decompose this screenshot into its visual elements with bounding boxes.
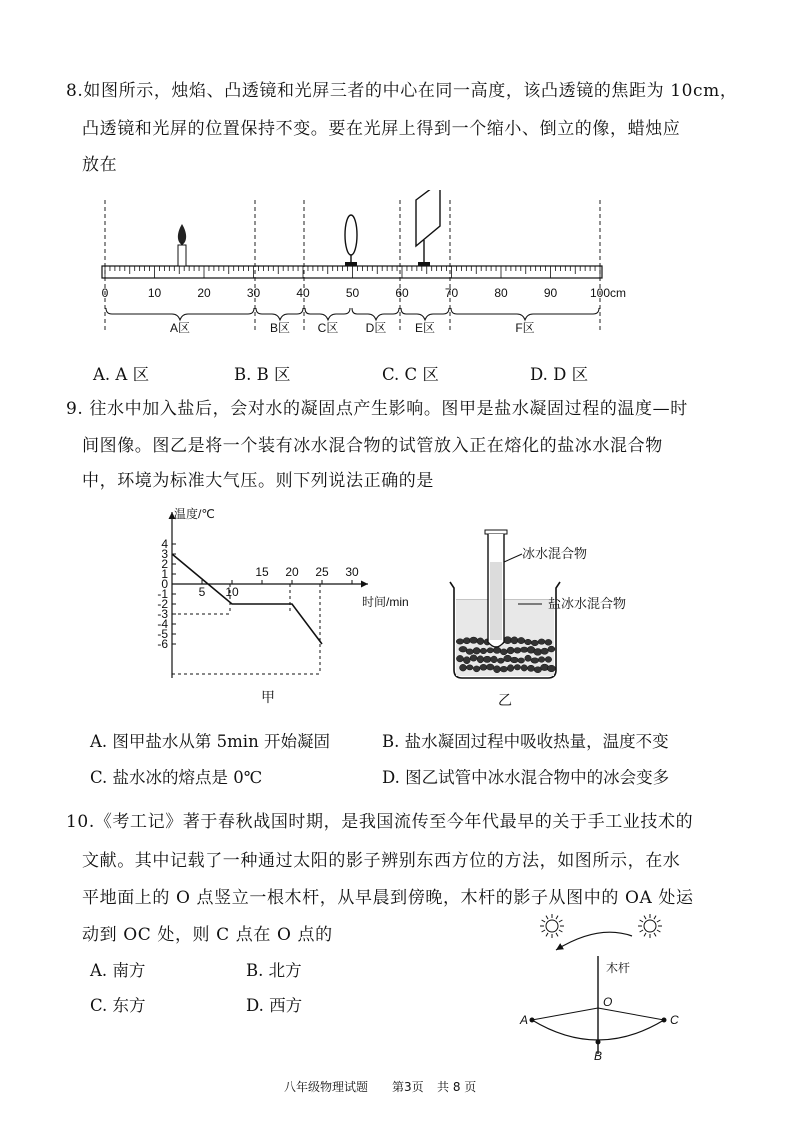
ruler-unit-label: cm bbox=[610, 286, 626, 300]
caption-yi: 乙 bbox=[498, 692, 512, 708]
footer-page: 第3页 bbox=[392, 1080, 424, 1094]
point-b-label: B bbox=[594, 1049, 603, 1063]
x-tick-label: 20 bbox=[285, 565, 299, 579]
ruler-tick-label: 70 bbox=[444, 286, 459, 300]
point-o-label: O bbox=[603, 995, 613, 1009]
q9-text-line3: 中，环境为标准大气压。则下列说法正确的是 bbox=[82, 471, 434, 491]
q8-option-a[interactable]: A. A 区 bbox=[93, 365, 150, 384]
y-tick-label: 3 bbox=[161, 547, 168, 561]
point-a-label: A bbox=[520, 1013, 529, 1027]
caption-jia: 甲 bbox=[261, 689, 275, 705]
sun-icon bbox=[638, 914, 662, 938]
q8-option-d[interactable]: D. D 区 bbox=[530, 365, 589, 384]
q9-option-c[interactable]: C. 盐水冰的熔点是 0℃ bbox=[90, 768, 263, 787]
zone-label-a: A区 bbox=[169, 321, 191, 335]
ruler-tick-label: 40 bbox=[296, 286, 310, 300]
q10-text-line4: 动到 OC 处，则 C 点在 O 点的 bbox=[82, 925, 333, 945]
x-tick-label: 5 bbox=[198, 585, 206, 599]
q9-text-line2: 间图像。图乙是将一个装有冰水混合物的试管放入正在熔化的盐冰水混合物 bbox=[82, 436, 663, 456]
y-tick-label: -3 bbox=[157, 607, 168, 621]
ruler-tick-label: 90 bbox=[543, 286, 558, 300]
test-tube-icon bbox=[485, 530, 507, 647]
q9-option-b[interactable]: B. 盐水凝固过程中吸收热量，温度不变 bbox=[382, 732, 669, 751]
q10-option-c[interactable]: C. 东方 bbox=[90, 996, 146, 1015]
q8-text-line2: 凸透镜和光屏的位置保持不变。要在光屏上得到一个缩小、倒立的像，蜡烛应 bbox=[82, 119, 681, 139]
y-tick-label: -1 bbox=[157, 587, 168, 601]
optical-bench-figure bbox=[90, 190, 630, 350]
q10-option-d[interactable]: D. 西方 bbox=[246, 996, 303, 1015]
x-tick-label: 30 bbox=[345, 565, 359, 579]
q8-option-b[interactable]: B. B 区 bbox=[234, 365, 291, 384]
graph-ylabel: 温度/℃ bbox=[174, 507, 215, 521]
convex-lens-icon bbox=[345, 215, 357, 266]
ruler-tick-label: 0 bbox=[101, 286, 109, 300]
ruler-tick-label: 100 bbox=[589, 286, 611, 300]
x-tick-label: 15 bbox=[255, 565, 269, 579]
y-tick-label: -4 bbox=[157, 617, 168, 631]
pole-label: 木杆 bbox=[606, 961, 631, 975]
q8-text-line1: 8.如图所示，烛焰、凸透镜和光屏三者的中心在同一高度，该凸透镜的焦距为 10cm， bbox=[66, 81, 738, 101]
ruler-tick-label: 60 bbox=[395, 286, 409, 300]
zone-label-c: C区 bbox=[317, 321, 339, 335]
y-tick-label: 1 bbox=[161, 567, 168, 581]
y-tick-label: 2 bbox=[161, 557, 168, 571]
ruler-tick-label: 10 bbox=[147, 286, 162, 300]
q10-text-line2: 文献。其中记载了一种通过太阳的影子辨别东西方位的方法，如图所示，在水 bbox=[82, 851, 681, 871]
footer-total: 共 8 页 bbox=[437, 1080, 477, 1094]
y-tick-label: -6 bbox=[157, 637, 168, 651]
light-screen-icon bbox=[416, 190, 440, 266]
ruler-tick-label: 30 bbox=[246, 286, 261, 300]
salt-water-cooling-curve bbox=[172, 554, 322, 644]
point-c-label: C bbox=[670, 1013, 679, 1027]
graph-xlabel: 时间/min bbox=[362, 595, 409, 609]
sun-shadow-figure bbox=[510, 908, 700, 1066]
ruler-tick-label: 20 bbox=[197, 286, 211, 300]
q10-text-line3: 平地面上的 O 点竖立一根木杆，从早晨到傍晚，木杆的影子从图中的 OA 处运 bbox=[82, 888, 694, 908]
q9-option-d[interactable]: D. 图乙试管中冰水混合物中的冰会变多 bbox=[382, 768, 670, 787]
q8-option-c[interactable]: C. C 区 bbox=[382, 365, 439, 384]
candle-icon bbox=[178, 224, 186, 266]
beaker-test-tube-figure bbox=[430, 522, 670, 712]
y-tick-label: 4 bbox=[161, 537, 168, 551]
sun-icon bbox=[540, 914, 564, 938]
x-tick-label: 10 bbox=[225, 585, 239, 599]
zone-label-f: F区 bbox=[515, 321, 535, 335]
y-tick-label: -2 bbox=[157, 597, 168, 611]
q10-option-b[interactable]: B. 北方 bbox=[246, 961, 302, 980]
x-tick-label: 25 bbox=[315, 565, 329, 579]
footer-title: 八年级物理试题 bbox=[284, 1080, 369, 1094]
label-salt-ice-water-mixture: 盐冰水混合物 bbox=[548, 596, 627, 611]
label-ice-water-mixture: 冰水混合物 bbox=[522, 546, 588, 561]
q10-text-line1: 10.《考工记》著于春秋战国时期，是我国流传至今年代最早的关于手工业技术的 bbox=[66, 812, 694, 832]
y-tick-label: -5 bbox=[157, 627, 168, 641]
q10-option-a[interactable]: A. 南方 bbox=[90, 961, 146, 980]
zone-label-d: D区 bbox=[365, 321, 387, 335]
q8-text-line3: 放在 bbox=[82, 155, 118, 175]
ruler-tick-label: 50 bbox=[345, 286, 360, 300]
y-tick-label: 0 bbox=[161, 577, 168, 591]
q9-option-a[interactable]: A. 图甲盐水从第 5min 开始凝固 bbox=[90, 732, 330, 751]
zone-label-e: E区 bbox=[414, 321, 436, 335]
zone-label-b: B区 bbox=[269, 321, 291, 335]
q9-text-line1: 9. 往水中加入盐后，会对水的凝固点产生影响。图甲是盐水凝固过程的温度—时 bbox=[66, 399, 688, 419]
temperature-time-graph bbox=[140, 502, 440, 707]
ruler-tick-label: 80 bbox=[494, 286, 508, 300]
